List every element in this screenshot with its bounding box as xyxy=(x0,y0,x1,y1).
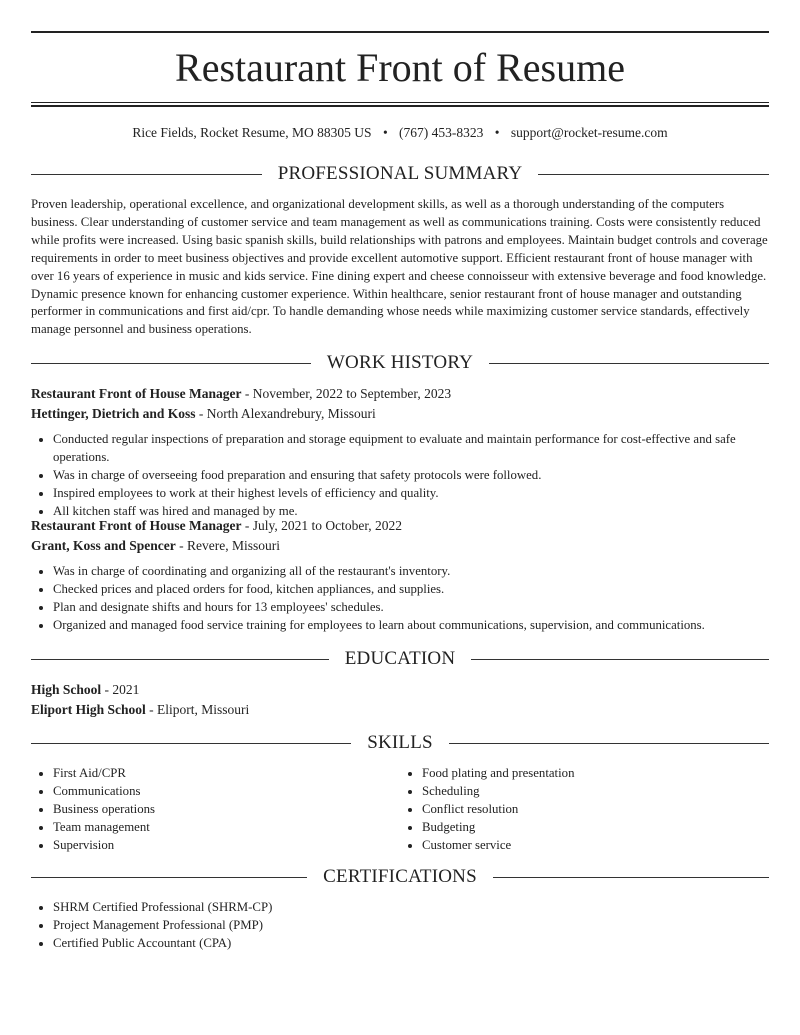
section-header-education xyxy=(31,647,769,671)
list-item: • Business operations xyxy=(53,800,400,818)
list-item: • Communications xyxy=(53,782,400,800)
job-company-line xyxy=(31,404,769,424)
bullet-separator: • xyxy=(494,125,500,140)
list-item: • Team management xyxy=(53,818,400,836)
top-rule xyxy=(31,31,769,33)
bullet-separator: • xyxy=(382,125,388,140)
job-company: Grant, Koss and Spencer xyxy=(31,538,176,553)
list-item: • Project Management Professional (PMP) xyxy=(53,916,769,934)
contact-phone: (767) 453-8323 xyxy=(399,125,484,140)
list-item: • Supervision xyxy=(53,836,400,854)
list-item: • Was in charge of coordinating and organizing all of the restaurant's inventory. xyxy=(53,562,769,580)
job-entry xyxy=(31,516,769,634)
contact-email: support@rocket-resume.com xyxy=(510,125,668,140)
job-location: North Alexandrebury, Missouri xyxy=(206,406,376,421)
job-dates: July, 2021 to October, 2022 xyxy=(252,518,403,533)
job-location: Revere, Missouri xyxy=(187,538,280,553)
divider-line xyxy=(471,659,769,660)
section-title: PROFESSIONAL SUMMARY xyxy=(277,163,523,184)
divider-line xyxy=(31,174,262,175)
summary-text: Proven leadership, operational excellence, and organizational development skills, as well as a thorough understanding of the computers business. Clear understanding of customer service and team management as well as communications training. Costs were consistently reduced while profits were increased. Using basic spanish skills, build relationships with patrons and employees. Maintain budget controls and coverage requirements in order to meet business objectives and provide excellent automotive support. Efficient restaurant front of house manager with over 16 years of experience in music and kids service. Fine dining expert and cheese connoisseur with extensive beverage and food knowledge. Dynamic presence known for enhancing customer experience. Within healthcare, senior restaurant front of house manager and outstanding performer in communications and first aid/cpr. To handle demanding whose needs while maximizing customer service standards, effectively manage personnel and business operations. xyxy=(31,197,768,337)
list-item: • Was in charge of overseeing food preparation and ensuring that safety protocols were followed. xyxy=(53,466,769,484)
divider-line xyxy=(538,174,769,175)
list-item: • Customer service xyxy=(422,836,769,854)
list-item: • Plan and designate shifts and hours for 13 employees' schedules. xyxy=(53,598,769,616)
education-degree-line xyxy=(31,680,769,700)
section-header-skills xyxy=(31,731,769,755)
resume-title: Restaurant Front of Resume xyxy=(175,45,625,90)
dash: - xyxy=(101,682,113,697)
job-dates: November, 2022 to September, 2023 xyxy=(252,386,452,401)
dash: - xyxy=(195,406,207,421)
list-item: • Scheduling xyxy=(422,782,769,800)
education-school: Eliport High School xyxy=(31,702,146,717)
dash: - xyxy=(241,518,253,533)
section-title: EDUCATION xyxy=(344,648,456,669)
list-item: • Certified Public Accountant (CPA) xyxy=(53,934,769,952)
skills-right-column xyxy=(400,764,769,854)
section-title: CERTIFICATIONS xyxy=(323,866,477,887)
title-rule-thin xyxy=(31,102,769,103)
section-header-work xyxy=(31,351,769,375)
list-item: • First Aid/CPR xyxy=(53,764,400,782)
list-item: • Conducted regular inspections of preparation and storage equipment to evaluate and maintain performance for cost-effective and safe operations. xyxy=(53,430,769,466)
section-title: WORK HISTORY xyxy=(326,352,474,373)
list-item: • Food plating and presentation xyxy=(422,764,769,782)
section-header-summary xyxy=(31,162,769,186)
section-title: SKILLS xyxy=(367,732,433,753)
dash: - xyxy=(145,702,158,717)
education-school-line xyxy=(31,700,769,720)
divider-line xyxy=(31,743,351,744)
job-entry xyxy=(31,384,769,520)
section-header-certifications xyxy=(31,865,769,889)
dash: - xyxy=(241,386,253,401)
divider-line xyxy=(31,363,311,364)
certifications-list xyxy=(31,898,769,952)
list-item: • Inspired employees to work at their highest levels of efficiency and quality. xyxy=(53,484,769,502)
education-year: 2021 xyxy=(112,682,140,697)
job-bullets xyxy=(31,430,769,520)
dash: - xyxy=(175,538,188,553)
title-rule-thick xyxy=(31,105,769,107)
job-company-line xyxy=(31,536,769,556)
job-company: Hettinger, Dietrich and Koss xyxy=(31,406,196,421)
job-bullets xyxy=(31,562,769,634)
list-item: • SHRM Certified Professional (SHRM-CP) xyxy=(53,898,769,916)
list-item: • Organized and managed food service training for employees to learn about communications, supervision, and communications. xyxy=(53,616,769,634)
divider-line xyxy=(493,877,769,878)
education-degree: High School xyxy=(31,682,102,697)
list-item: • Checked prices and placed orders for food, kitchen appliances, and supplies. xyxy=(53,580,769,598)
divider-line xyxy=(449,743,769,744)
list-item: • All kitchen staff was hired and managed by me. xyxy=(53,502,769,520)
divider-line xyxy=(31,877,307,878)
certifications-list-wrap xyxy=(31,892,769,952)
job-title-line xyxy=(31,516,769,536)
education-entry xyxy=(31,680,769,720)
contact-line xyxy=(31,124,769,142)
contact-address: Rice Fields, Rocket Resume, MO 88305 US xyxy=(132,125,372,140)
divider-line xyxy=(31,659,329,660)
skills-left-column xyxy=(31,764,400,854)
job-title: Restaurant Front of House Manager xyxy=(31,518,242,533)
job-title-line xyxy=(31,384,769,404)
divider-line xyxy=(489,363,769,364)
list-item: • Conflict resolution xyxy=(422,800,769,818)
skills-grid xyxy=(31,764,769,854)
list-item: • Budgeting xyxy=(422,818,769,836)
education-location: Eliport, Missouri xyxy=(157,702,250,717)
job-title: Restaurant Front of House Manager xyxy=(31,386,242,401)
